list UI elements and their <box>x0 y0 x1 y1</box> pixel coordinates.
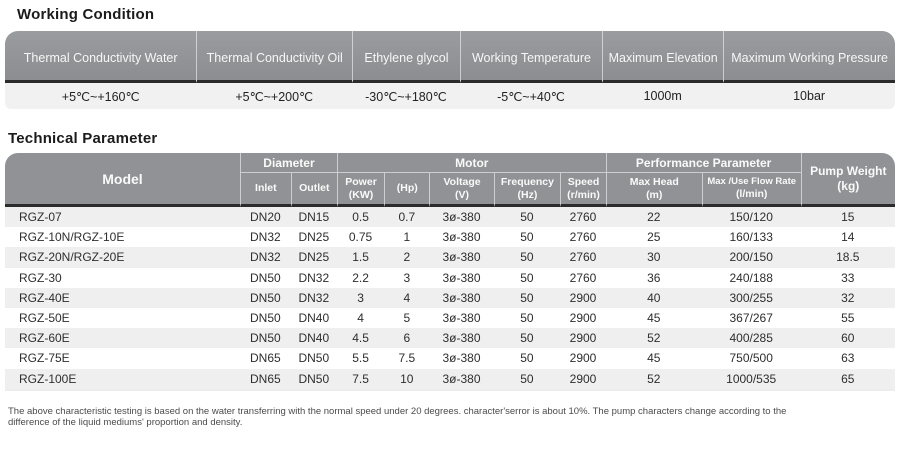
table-cell: DN50 <box>249 270 281 285</box>
table-cell: 240/188 <box>729 270 773 285</box>
value-ethylene-glycol: -30℃~+180℃ <box>352 83 460 109</box>
table-cell: RGZ-100E <box>5 369 240 389</box>
technical-parameter-group-header-row <box>5 153 895 173</box>
table-row <box>5 227 895 247</box>
table-cell: 22 <box>606 207 702 227</box>
table-cell: DN25 <box>298 230 330 245</box>
table-cell: 3ø-380 <box>429 369 493 389</box>
working-condition-header-row <box>5 31 895 83</box>
table-cell: 50 <box>520 230 534 245</box>
sub-header-outlet: Outlet <box>291 173 337 207</box>
header-pump-weight-unit: (kg) <box>837 178 860 193</box>
table-cell: 50 <box>494 288 561 308</box>
table-cell: 60 <box>801 328 895 348</box>
header-pump-weight-label: Pump Weight <box>810 164 887 179</box>
table-cell: 50 <box>520 311 534 326</box>
table-row <box>5 369 895 389</box>
table-cell: 33 <box>841 270 855 285</box>
table-cell: 2900 <box>560 369 605 389</box>
table-cell: DN40 <box>291 328 337 348</box>
column-header-ethylene-glycol: Ethylene glycol <box>352 31 460 83</box>
table-cell: 45 <box>647 311 661 326</box>
table-cell: 200/150 <box>702 247 801 267</box>
table-cell: DN50 <box>240 288 291 308</box>
table-cell: 3 <box>337 288 384 308</box>
table-cell: 2900 <box>569 311 597 326</box>
table-cell: 40 <box>606 288 702 308</box>
value-thermal-oil: +5℃~+200℃ <box>196 83 352 109</box>
column-header-thermal-oil: Thermal Conductivity Oil <box>196 31 352 83</box>
table-cell: 4 <box>357 311 364 326</box>
footnote-line-1: The above characteristic testing is based on the water transferring with the normal speed under 20 degrees. character'serror is about 10%. The pump characters change according to the <box>8 405 787 417</box>
table-cell: RGZ-07 <box>5 207 240 227</box>
table-cell: 3ø-380 <box>429 328 493 348</box>
table-cell: 50 <box>494 369 561 389</box>
table-cell: 18.5 <box>801 247 895 267</box>
table-cell: 0.75 <box>348 230 373 245</box>
table-cell: 10 <box>384 369 429 389</box>
table-cell: 1000/535 <box>702 369 801 389</box>
table-cell: 36 <box>647 270 661 285</box>
value-working-temperature: -5℃~+40℃ <box>460 83 602 109</box>
working-condition-title: Working Condition <box>17 6 155 23</box>
technical-parameter-title: Technical Parameter <box>8 130 158 147</box>
table-cell: 15 <box>801 207 895 227</box>
table-cell: 1.5 <box>337 247 384 267</box>
value-maximum-elevation: 1000m <box>602 83 723 109</box>
table-cell: 65 <box>801 369 895 389</box>
sub-header-speed: Speed (r/min) <box>560 173 605 207</box>
table-cell: RGZ-30 <box>19 270 62 285</box>
table-cell: DN25 <box>291 247 337 267</box>
table-row <box>5 308 895 328</box>
table-cell: 50 <box>520 270 534 285</box>
table-cell: 3ø-380 <box>442 311 481 326</box>
table-cell: DN40 <box>298 311 330 326</box>
table-cell: DN50 <box>298 351 330 366</box>
table-row <box>5 247 895 267</box>
table-cell: RGZ-20N/RGZ-20E <box>5 247 240 267</box>
table-cell: 3ø-380 <box>442 230 481 245</box>
table-cell: 2900 <box>560 328 605 348</box>
table-cell: DN32 <box>240 247 291 267</box>
table-cell: 2 <box>384 247 429 267</box>
sub-header-max-head: Max Head (m) <box>606 173 702 207</box>
table-cell: 3ø-380 <box>442 351 481 366</box>
table-cell: 55 <box>841 311 855 326</box>
table-cell: 50 <box>494 207 561 227</box>
table-cell: RGZ-50E <box>19 311 70 326</box>
table-cell: 4.5 <box>337 328 384 348</box>
table-cell: 52 <box>606 328 702 348</box>
table-cell: 63 <box>841 351 855 366</box>
value-maximum-working-pressure: 10bar <box>723 83 895 109</box>
technical-parameter-body <box>5 207 895 389</box>
table-cell: 6 <box>384 328 429 348</box>
column-header-maximum-elevation: Maximum Elevation <box>602 31 723 83</box>
table-cell: DN65 <box>249 351 281 366</box>
table-cell: 2760 <box>560 247 605 267</box>
table-cell: 7.5 <box>337 369 384 389</box>
table-cell: 50 <box>494 328 561 348</box>
table-cell: 367/267 <box>729 311 773 326</box>
table-cell: 2760 <box>560 207 605 227</box>
table-cell: 45 <box>647 351 661 366</box>
table-row <box>5 348 895 368</box>
table-cell: 3ø-380 <box>429 288 493 308</box>
table-cell: 1 <box>403 230 411 245</box>
table-cell: 50 <box>520 351 534 366</box>
sub-header-voltage: Voltage (V) <box>429 173 493 207</box>
table-cell: 25 <box>647 230 661 245</box>
table-cell: 32 <box>801 288 895 308</box>
table-row <box>5 288 895 308</box>
table-cell: 30 <box>606 247 702 267</box>
table-cell: DN50 <box>291 369 337 389</box>
table-row <box>5 207 895 227</box>
value-thermal-water: +5℃~+160℃ <box>5 83 196 109</box>
footnote-line-2: difference of the liquid mediums' proportion and density. <box>8 416 243 428</box>
column-header-thermal-water: Thermal Conductivity Water <box>5 31 196 83</box>
sub-header-hp: (Hp) <box>384 173 429 207</box>
working-condition-value-row <box>5 83 895 109</box>
table-cell: 2900 <box>560 288 605 308</box>
table-row <box>5 268 895 288</box>
table-cell: 7.5 <box>398 351 416 366</box>
header-performance-parameter: Performance Parameter <box>606 153 801 173</box>
table-cell: 50 <box>494 247 561 267</box>
table-cell: 3ø-380 <box>442 270 481 285</box>
table-cell: 5.5 <box>352 351 369 366</box>
table-cell: 5 <box>403 311 411 326</box>
table-cell: DN20 <box>240 207 291 227</box>
table-cell: 2.2 <box>352 270 369 285</box>
header-motor: Motor <box>337 153 606 173</box>
sub-header-frequency: Frequency (Hz) <box>494 173 561 207</box>
footnote <box>8 406 886 428</box>
table-cell: RGZ-40E <box>5 288 240 308</box>
table-cell: 2900 <box>569 351 597 366</box>
table-cell: RGZ-60E <box>5 328 240 348</box>
table-cell: DN32 <box>249 230 281 245</box>
technical-parameter-table <box>5 153 895 391</box>
header-model: Model <box>5 153 240 207</box>
table-cell: DN50 <box>249 311 281 326</box>
table-cell: 4 <box>384 288 429 308</box>
table-cell: 2760 <box>569 270 597 285</box>
table-cell: 150/120 <box>702 207 801 227</box>
sub-header-max-use-flow-rate: Max /Use Flow Rate (l/min) <box>702 173 801 207</box>
table-cell: 3ø-380 <box>429 247 493 267</box>
table-cell: 2760 <box>569 230 597 245</box>
sub-header-inlet: Inlet <box>240 173 291 207</box>
table-cell: 400/285 <box>702 328 801 348</box>
table-cell: RGZ-10N/RGZ-10E <box>19 230 125 245</box>
table-cell: DN50 <box>240 328 291 348</box>
table-cell: 0.5 <box>337 207 384 227</box>
header-diameter: Diameter <box>240 153 337 173</box>
table-cell: DN32 <box>298 270 330 285</box>
table-cell: 14 <box>841 230 855 245</box>
table-row <box>5 328 895 348</box>
sub-header-power-kw: Power (KW) <box>337 173 384 207</box>
column-header-working-temperature: Working Temperature <box>460 31 602 83</box>
table-cell: 750/500 <box>729 351 773 366</box>
table-cell: RGZ-75E <box>19 351 70 366</box>
table-cell: DN15 <box>291 207 337 227</box>
table-cell: 52 <box>606 369 702 389</box>
table-cell: 160/133 <box>729 230 773 245</box>
table-cell: 0.7 <box>384 207 429 227</box>
table-cell: 3 <box>403 270 411 285</box>
table-cell: DN65 <box>240 369 291 389</box>
column-header-maximum-working-pressure: Maximum Working Pressure <box>723 31 895 83</box>
table-cell: DN32 <box>291 288 337 308</box>
table-cell: 3ø-380 <box>429 207 493 227</box>
table-cell: 300/255 <box>702 288 801 308</box>
header-pump-weight <box>801 153 895 207</box>
working-condition-table <box>5 31 895 109</box>
